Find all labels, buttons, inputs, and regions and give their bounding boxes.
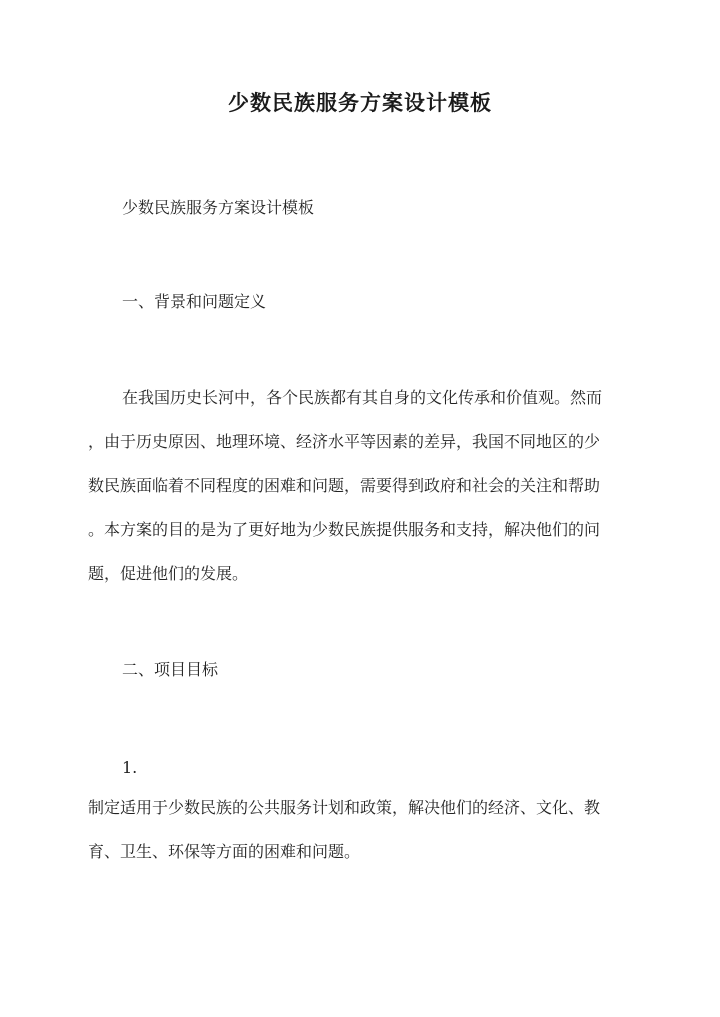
- section-heading-background: 一、背景和问题定义: [122, 292, 267, 311]
- background-paragraph: [88, 376, 634, 596]
- paragraph-line: 题，促进他们的发展。: [88, 564, 249, 583]
- goal-item-text: [88, 786, 634, 874]
- document-subtitle: 少数民族服务方案设计模板: [122, 198, 315, 217]
- paragraph-line: 数民族面临着不同程度的困难和问题，需要得到政府和社会的关注和帮助: [88, 476, 601, 495]
- section-heading-goals: 二、项目目标: [122, 660, 219, 679]
- paragraph-line: 育、卫生、环保等方面的困难和问题。: [88, 842, 361, 861]
- paragraph-line: 。本方案的目的是为了更好地为少数民族提供服务和支持，解决他们的问: [88, 520, 601, 539]
- paragraph-line: 制定适用于少数民族的公共服务计划和政策，解决他们的经济、文化、教: [88, 798, 601, 817]
- paragraph-line: 在我国历史长河中，各个民族都有其自身的文化传承和价值观。然而: [122, 388, 603, 407]
- document-title: 少数民族服务方案设计模板: [228, 90, 492, 115]
- paragraph-line: ，由于历史原因、地理环境、经济水平等因素的差异，我国不同地区的少: [88, 432, 601, 451]
- list-item-number: 1.: [122, 758, 138, 777]
